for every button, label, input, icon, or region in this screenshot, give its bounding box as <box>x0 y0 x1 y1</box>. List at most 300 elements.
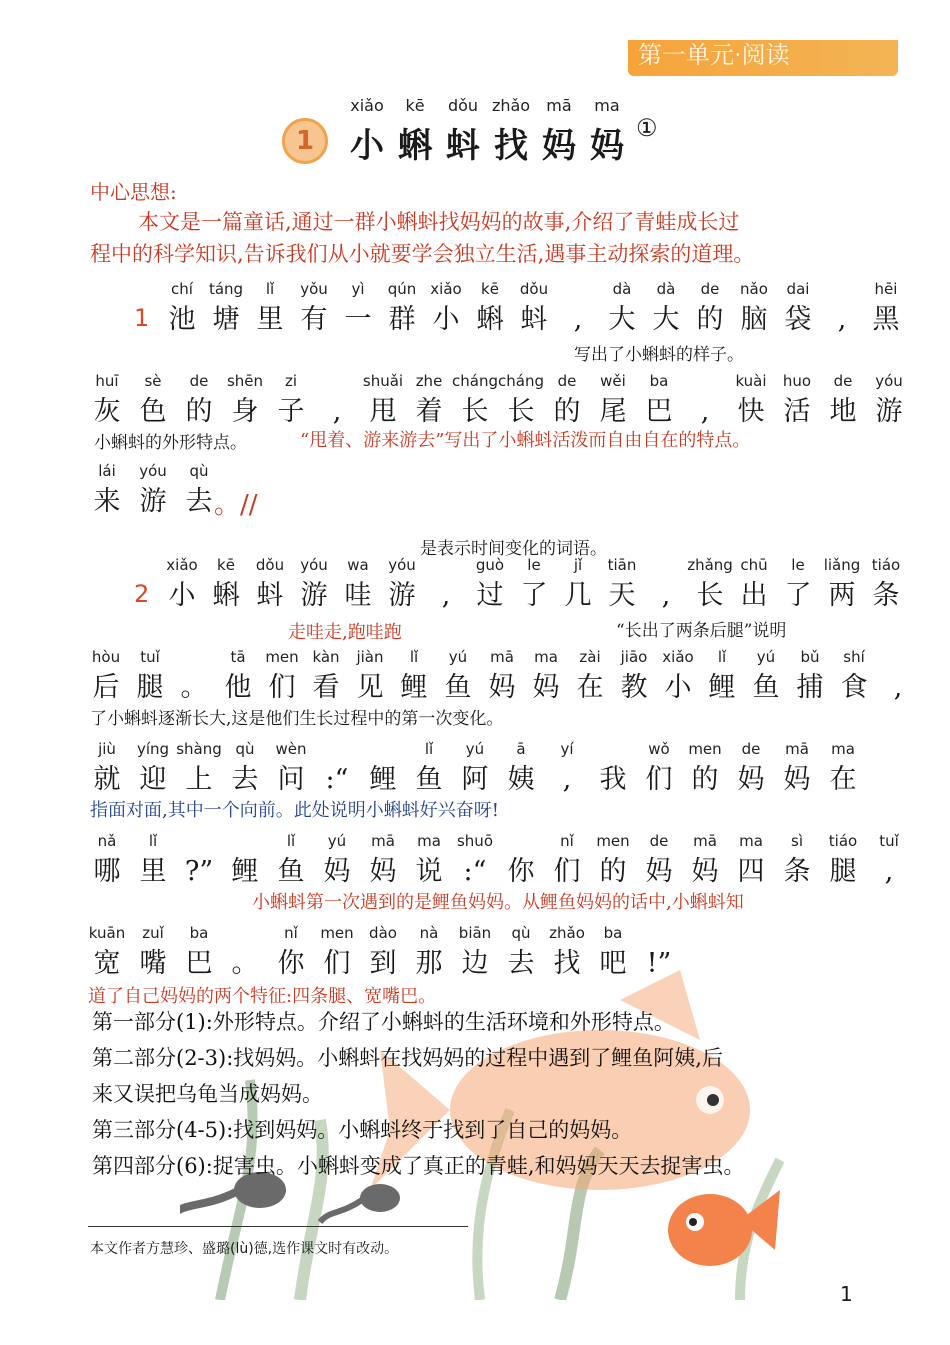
hanzi: 们 <box>268 672 296 703</box>
text-char <box>876 648 920 706</box>
para2-note-4: 小蝌蚪第一次遇到的是鲤鱼妈妈。从鲤鱼妈妈的话中,小蝌蚪知 <box>252 892 744 913</box>
pinyin: kàn <box>312 648 340 666</box>
para1-line-3-end: 。// <box>214 490 258 520</box>
text-char <box>866 372 912 430</box>
hanzi: 灰 <box>93 396 121 427</box>
text-char <box>788 648 832 706</box>
pinyin: tā <box>230 648 246 666</box>
pinyin: nǐ <box>284 924 298 942</box>
hanzi: 妈 <box>645 856 673 887</box>
text-char <box>556 280 600 338</box>
hanzi: 姨 <box>507 764 535 795</box>
pinyin: chí <box>171 280 193 298</box>
summary-line-2: 第二部分(2-3):找妈妈。小蝌蚪在找妈妈的过程中遇到了鲤鱼阿姨,后 <box>92 1046 723 1070</box>
text-char <box>268 740 314 798</box>
hanzi: , <box>661 580 671 611</box>
text-char <box>248 556 292 614</box>
text-char <box>744 648 788 706</box>
text-char <box>590 740 636 798</box>
hanzi: 子 <box>277 396 305 427</box>
pinyin: dai <box>786 280 810 298</box>
pinyin: qù <box>511 924 531 942</box>
hanzi: 的 <box>185 396 213 427</box>
text-char <box>774 372 820 430</box>
pinyin: de <box>833 372 853 390</box>
hanzi: 哇 <box>344 580 372 611</box>
title-char <box>491 96 531 167</box>
hanzi: 黑 <box>872 304 900 335</box>
text-char <box>688 280 732 338</box>
text-char <box>656 648 700 706</box>
hanzi: 鲤 <box>369 764 397 795</box>
pinyin: ā <box>516 740 526 758</box>
summary-line-4: 第三部分(4-5):找到妈妈。小蝌蚪终于找到了自己的妈妈。 <box>92 1118 633 1142</box>
pinyin: tiáo <box>871 556 901 574</box>
pinyin: le <box>791 556 805 574</box>
pinyin: chū <box>740 556 768 574</box>
pinyin: cháng <box>498 372 544 390</box>
hanzi: 天 <box>608 580 636 611</box>
pinyin: nà <box>419 924 439 942</box>
text-char <box>498 372 544 430</box>
summary-line-1: 第一部分(1):外形特点。介绍了小蝌蚪的生活环境和外形特点。 <box>92 1010 675 1034</box>
pinyin: xiǎo <box>430 280 462 298</box>
text-char <box>436 648 480 706</box>
title-hanzi: 妈 <box>590 126 624 166</box>
pinyin: shuǎi <box>362 372 404 390</box>
pinyin: mā <box>490 648 514 666</box>
summary-line-5: 第四部分(6):捉害虫。小蝌蚪变成了真正的青蛙,和妈妈天天去捉害虫。 <box>92 1154 745 1178</box>
text-char <box>590 832 636 890</box>
text-char <box>820 280 864 338</box>
text-char <box>424 280 468 338</box>
hanzi: !” <box>646 948 672 979</box>
pinyin: jiù <box>98 740 116 758</box>
hanzi: 袋 <box>784 304 812 335</box>
pinyin: sè <box>144 372 162 390</box>
pinyin: cháng <box>452 372 498 390</box>
hanzi: 鱼 <box>277 856 305 887</box>
hanzi: 们 <box>553 856 581 887</box>
text-char <box>130 924 176 982</box>
title-hanzi: 妈 <box>542 126 576 166</box>
central-idea-line-1: 本文是一篇童话,通过一群小蝌蚪找妈妈的故事,介绍了青蛙成长过 <box>138 210 740 234</box>
para2-line-3 <box>84 740 866 798</box>
title-char <box>350 96 384 167</box>
pinyin: shàng <box>176 740 222 758</box>
hanzi: 食 <box>840 672 868 703</box>
pinyin: mā <box>785 740 809 758</box>
text-char <box>644 280 688 338</box>
hanzi: 鲤 <box>231 856 259 887</box>
pinyin: táng <box>208 280 244 298</box>
text-char <box>820 372 866 430</box>
hanzi: 里 <box>256 304 284 335</box>
text-char <box>832 648 876 706</box>
pinyin: yú <box>448 648 468 666</box>
text-char <box>468 556 512 614</box>
text-char <box>682 372 728 430</box>
pinyin: yóu <box>300 556 328 574</box>
pinyin: de <box>189 372 209 390</box>
hanzi: 那 <box>415 948 443 979</box>
para1-note-2b: “甩着、游来游去”写出了小蝌蚪活泼而自由自在的特点。 <box>300 430 751 451</box>
text-char <box>204 556 248 614</box>
title-hanzi: 小 <box>350 126 384 166</box>
pinyin: men <box>688 740 722 758</box>
pinyin: lǐ <box>717 648 727 666</box>
hanzi: 长 <box>461 396 489 427</box>
central-idea-line-2: 程中的科学知识,告诉我们从小就要学会独立生活,遇事主动探索的道理。 <box>90 242 755 266</box>
hanzi: 妈 <box>691 856 719 887</box>
para2-note-1b: “长出了两条后腿”说明 <box>616 621 787 641</box>
text-char <box>728 740 774 798</box>
unit-tab: 第一单元·阅读 <box>628 40 898 76</box>
pinyin: nǎo <box>740 280 768 298</box>
text-char <box>130 372 176 430</box>
text-char <box>176 372 222 430</box>
pinyin: jǐ <box>573 556 583 574</box>
hanzi: 就 <box>93 764 121 795</box>
hanzi: 去 <box>231 764 259 795</box>
pinyin: xiǎo <box>166 556 198 574</box>
hanzi: 阿 <box>461 764 489 795</box>
text-char <box>314 372 360 430</box>
pinyin: zuǐ <box>142 924 164 942</box>
hanzi: 宽 <box>93 948 121 979</box>
pinyin: biān <box>458 924 492 942</box>
text-char <box>468 280 512 338</box>
hanzi: , <box>573 304 583 335</box>
hanzi: , <box>884 856 894 887</box>
text-char <box>292 280 336 338</box>
pinyin: yóu <box>875 372 903 390</box>
text-char <box>130 740 176 798</box>
hanzi: 巴 <box>645 396 673 427</box>
title-pinyin: dǒu <box>447 96 479 115</box>
para2-note-5: 道了自己妈妈的两个特征:四条腿、宽嘴巴。 <box>88 986 437 1007</box>
text-char <box>480 648 524 706</box>
hanzi: , <box>700 396 710 427</box>
pinyin: lǐ <box>424 740 434 758</box>
hanzi: 脑 <box>740 304 768 335</box>
text-char <box>84 740 130 798</box>
hanzi: 妈 <box>323 856 351 887</box>
hanzi: , <box>441 580 451 611</box>
pinyin: ba <box>603 924 623 942</box>
title-hanzi: 找 <box>494 126 528 166</box>
hanzi: , <box>893 672 903 703</box>
text-char <box>348 648 392 706</box>
pinyin: jiàn <box>356 648 384 666</box>
pinyin: yóu <box>139 462 167 480</box>
hanzi: :“ <box>463 856 487 887</box>
para1-line-2 <box>84 372 912 430</box>
pinyin: zi <box>284 372 298 390</box>
text-char <box>864 556 908 614</box>
pinyin: de <box>557 372 577 390</box>
para2-line-2 <box>84 648 920 706</box>
hanzi: 见 <box>356 672 384 703</box>
hanzi: 在 <box>829 764 857 795</box>
hanzi: 哪 <box>93 856 121 887</box>
pinyin: zhǎng <box>687 556 733 574</box>
text-char <box>452 832 498 890</box>
hanzi: 尾 <box>599 396 627 427</box>
hanzi: 说 <box>415 856 443 887</box>
text-char <box>314 832 360 890</box>
text-char <box>512 556 556 614</box>
title-pinyin: mā <box>546 96 572 115</box>
hanzi: 教 <box>620 672 648 703</box>
para1-line-3 <box>84 462 222 520</box>
pinyin: ma <box>417 832 441 850</box>
text-char <box>130 832 176 890</box>
text-char <box>406 832 452 890</box>
page-number: 1 <box>840 1282 853 1306</box>
text-char <box>600 556 644 614</box>
hanzi: 游 <box>875 396 903 427</box>
text-char <box>512 280 556 338</box>
text-char <box>774 740 820 798</box>
hanzi: 了 <box>520 580 548 611</box>
pinyin: men <box>265 648 299 666</box>
hanzi: , <box>332 396 342 427</box>
text-char <box>128 648 172 706</box>
text-char <box>172 648 216 706</box>
pinyin: yí <box>560 740 574 758</box>
pinyin: de <box>741 740 761 758</box>
pinyin: huī <box>95 372 119 390</box>
text-char <box>222 372 268 430</box>
hanzi: 妈 <box>737 764 765 795</box>
pinyin: wèn <box>275 740 307 758</box>
text-char <box>568 648 612 706</box>
pinyin: bǔ <box>800 648 820 666</box>
pinyin: wěi <box>600 372 626 390</box>
text-char <box>452 372 498 430</box>
hanzi: 大 <box>652 304 680 335</box>
para2-note-1a: 走哇走,跑哇跑 <box>288 622 402 643</box>
pinyin: shuō <box>456 832 493 850</box>
text-char <box>292 556 336 614</box>
hanzi: 你 <box>277 948 305 979</box>
paragraph-number-2: 2 <box>134 580 150 608</box>
pinyin: huo <box>782 372 812 390</box>
pinyin: lǐ <box>409 648 419 666</box>
footnote: 本文作者方慧珍、盛璐(lù)德,选作课文时有改动。 <box>90 1241 399 1257</box>
hanzi: 小 <box>168 580 196 611</box>
hanzi: , <box>837 304 847 335</box>
pinyin: men <box>320 924 354 942</box>
hanzi: 后 <box>92 672 120 703</box>
hanzi: 身 <box>231 396 259 427</box>
pinyin: wǒ <box>648 740 670 758</box>
text-char <box>314 740 360 798</box>
pinyin: lǐ <box>286 832 296 850</box>
text-char <box>222 740 268 798</box>
hanzi: 妈 <box>488 672 516 703</box>
hanzi: 塘 <box>212 304 240 335</box>
text-char <box>820 556 864 614</box>
text-char <box>498 832 544 890</box>
pinyin: zhǎo <box>549 924 585 942</box>
central-idea-label: 中心思想: <box>90 180 177 204</box>
hanzi: 他 <box>224 672 252 703</box>
pinyin: ma <box>831 740 855 758</box>
text-char <box>84 372 130 430</box>
hanzi: 条 <box>872 580 900 611</box>
hanzi: 过 <box>476 580 504 611</box>
text-char <box>176 740 222 798</box>
text-char <box>176 832 222 890</box>
hanzi: 大 <box>608 304 636 335</box>
hanzi: 游 <box>139 486 167 517</box>
text-char <box>732 280 776 338</box>
title-pinyin: zhǎo <box>491 96 531 115</box>
hanzi: 里 <box>139 856 167 887</box>
hanzi: 条 <box>783 856 811 887</box>
pinyin: mā <box>371 832 395 850</box>
hanzi: 群 <box>388 304 416 335</box>
text-char <box>260 648 304 706</box>
text-char <box>776 556 820 614</box>
pinyin: zhe <box>415 372 443 390</box>
hanzi: 甩 <box>369 396 397 427</box>
text-char <box>360 832 406 890</box>
text-char <box>700 648 744 706</box>
text-char <box>84 832 130 890</box>
pinyin: de <box>649 832 669 850</box>
pinyin: de <box>700 280 720 298</box>
hanzi: 找 <box>553 948 581 979</box>
lesson-number-badge: 1 <box>282 118 328 164</box>
hanzi: 游 <box>300 580 328 611</box>
text-char <box>820 832 866 890</box>
hanzi: 的 <box>553 396 581 427</box>
hanzi: 妈 <box>369 856 397 887</box>
lesson-title <box>350 96 624 167</box>
para2-note-3: 指面对面,其中一个向前。此处说明小蝌蚪好兴奋呀! <box>90 800 499 821</box>
text-char <box>268 832 314 890</box>
text-char <box>600 280 644 338</box>
text-char <box>160 280 204 338</box>
text-char <box>682 740 728 798</box>
text-char <box>556 556 600 614</box>
hanzi: 鱼 <box>415 764 443 795</box>
hanzi: 腿 <box>829 856 857 887</box>
pinyin: kuài <box>735 372 767 390</box>
text-char <box>406 372 452 430</box>
hanzi: 有 <box>300 304 328 335</box>
title-hanzi: 蝌 <box>398 126 432 166</box>
text-char <box>216 648 260 706</box>
pinyin: jiāo <box>620 648 648 666</box>
hanzi: 长 <box>696 580 724 611</box>
text-char <box>544 372 590 430</box>
title-char <box>542 96 576 167</box>
hanzi: 迎 <box>139 764 167 795</box>
hanzi: 活 <box>783 396 811 427</box>
text-char <box>544 832 590 890</box>
pinyin: tuǐ <box>140 648 160 666</box>
pinyin: yì <box>351 280 365 298</box>
hanzi: 妈 <box>532 672 560 703</box>
hanzi: 四 <box>737 856 765 887</box>
para1-line-1 <box>160 280 908 338</box>
pinyin: dà <box>612 280 632 298</box>
hanzi: 。 <box>180 672 208 703</box>
hanzi: 捕 <box>796 672 824 703</box>
hanzi: 蚪 <box>520 304 548 335</box>
hanzi: 色 <box>139 396 167 427</box>
paragraph-number-1: 1 <box>134 304 150 332</box>
pinyin: guò <box>475 556 505 574</box>
text-char <box>864 280 908 338</box>
text-char <box>406 740 452 798</box>
title-pinyin: ma <box>594 96 620 115</box>
text-char <box>544 740 590 798</box>
hanzi: 。 <box>231 948 259 979</box>
title-char <box>398 96 432 167</box>
para2-line-1 <box>160 556 908 614</box>
hanzi: :“ <box>325 764 349 795</box>
pinyin: tiáo <box>828 832 858 850</box>
text-char <box>130 462 176 520</box>
pinyin: ba <box>649 372 669 390</box>
text-char <box>636 372 682 430</box>
pinyin: wa <box>347 556 369 574</box>
hanzi: 上 <box>185 764 213 795</box>
pinyin: yú <box>465 740 485 758</box>
hanzi: 长 <box>507 396 535 427</box>
summary-line-3: 来又误把乌龟当成妈妈。 <box>92 1082 323 1106</box>
hanzi: 了 <box>784 580 812 611</box>
pinyin: ma <box>534 648 558 666</box>
pinyin: yóu <box>388 556 416 574</box>
hanzi: 蝌 <box>476 304 504 335</box>
pinyin: shēn <box>226 372 264 390</box>
title-pinyin: xiǎo <box>350 96 384 115</box>
text-char <box>360 740 406 798</box>
text-char <box>636 740 682 798</box>
hanzi: 到 <box>369 948 397 979</box>
pinyin: tiān <box>607 556 637 574</box>
pinyin: le <box>527 556 541 574</box>
text-char <box>866 832 912 890</box>
text-char <box>612 648 656 706</box>
pinyin: yú <box>327 832 347 850</box>
hanzi: 我 <box>599 764 627 795</box>
footnote-divider <box>88 1226 468 1227</box>
para2-line-4 <box>84 832 912 890</box>
pinyin: dǒu <box>519 280 549 298</box>
pinyin: lǐ <box>265 280 275 298</box>
hanzi: 蚪 <box>256 580 284 611</box>
text-char <box>590 372 636 430</box>
hanzi: 出 <box>740 580 768 611</box>
pinyin: yǒu <box>300 280 328 298</box>
pinyin: sì <box>791 832 803 850</box>
pinyin: hòu <box>91 648 121 666</box>
pinyin: mā <box>693 832 717 850</box>
text-char <box>380 556 424 614</box>
text-char <box>728 832 774 890</box>
text-char <box>644 556 688 614</box>
hanzi: 池 <box>168 304 196 335</box>
hanzi: 们 <box>323 948 351 979</box>
pinyin: nǎ <box>97 832 117 850</box>
